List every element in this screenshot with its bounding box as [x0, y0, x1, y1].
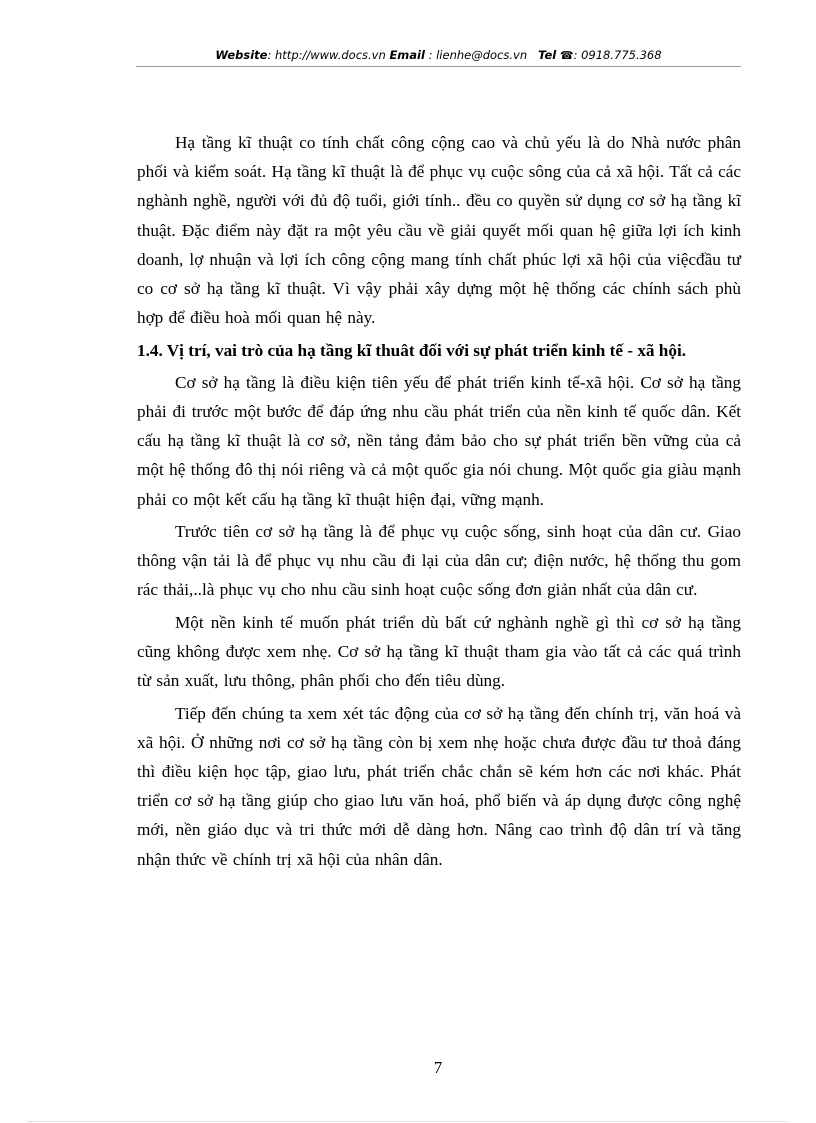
paragraph-2: Cơ sở hạ tầng là điều kiện tiên yếu để phát triển kinh tế-xã hội. Cơ sở hạ tầng phải đi trước một bước để đáp ứng nhu cầu phát triển của nền kinh tế quốc dân. Kết cấu hạ tầng kĩ thuật là cơ sở, nền tảng đảm bảo cho sự phát triển bền vững của cả một hệ thống đô thị nói riêng và cả một quốc gia nói chung. Một quốc gia giàu mạnh phải co một kết cấu hạ tầng kĩ thuật hiện đại, vững mạnh.: [137, 372, 741, 509]
section-heading: 1.4. Vị trí, vai trò của hạ tầng kĩ thuât đối với sự phát triển kinh tế - xã hội.: [137, 340, 687, 360]
page-bottom-border: [28, 1121, 788, 1122]
phone-icon: ☎: [559, 49, 574, 62]
header-divider: [136, 66, 741, 67]
document-body: [137, 128, 741, 874]
website-label: Website: [215, 48, 268, 62]
email-label: Email: [389, 48, 425, 62]
website-url[interactable]: : http://www.docs.vn: [267, 48, 386, 62]
email-address[interactable]: : lienhe@docs.vn: [424, 48, 528, 62]
page-number: 7: [433, 1058, 443, 1077]
paragraph-3: Trước tiên cơ sở hạ tầng là để phục vụ cuộc sống, sinh hoạt của dân cư. Giao thông vận tải là để phục vụ nhu cầu đi lại của dân cư; điện nước, hệ thống thu gom rác thải,..là phục vụ cho nhu cầu sinh hoạt cuộc sống đơn giản nhất của dân cư.: [137, 522, 741, 600]
paragraph-4: Một nền kinh tế muốn phát triển dù bất cứ nghành nghề gì thì cơ sở hạ tầng cũng không được xem nhẹ. Cơ sở hạ tầng kĩ thuật tham gia vào tất cả các quá trình từ sản xuất, lưu thông, phân phối cho đến tiêu dùng.: [137, 612, 741, 691]
paragraph-1: Hạ tầng kĩ thuật co tính chất công cộng cao và chủ yếu là do Nhà nước phân phối và kiểm soát. Hạ tầng kĩ thuật là để phục vụ cuộc sông của cả xã hội. Tất cả các nghành nghề, người với đủ độ tuổi, giới tính.. đều co quyền sử dụng cơ sở hạ tầng kĩ thuật. Đặc điểm này đặt ra một yêu cầu về giải quyết mối quan hệ giữa lợi ích kinh doanh, lợ nhuận và lợi ích công cộng mang tính chất phúc lợi xã hội của việcđầu tư co cơ sở hạ tầng kĩ thuật. Vì vậy phải xây dựng một hệ thống các chính sách phù hợp để điều hoà mối quan hệ này.: [137, 133, 741, 328]
page-header: [136, 48, 741, 62]
tel-label: Tel: [538, 48, 557, 62]
paragraph-5: Tiếp đến chúng ta xem xét tác động của cơ sở hạ tầng đến chính trị, văn hoá và xã hội. Ở những nơi cơ sở hạ tầng còn bị xem nhẹ hoặc chưa được đầu tư thoả đáng thì điều kiện học tập, giao lưu, phát triển chắc chắn sẽ kém hơn các nơi khác. Phát triển cơ sở hạ tầng giúp cho giao lưu văn hoá, phổ biến và áp dụng được công nghệ mới, nền giáo dục và tri thức mới dễ dàng hơn. Nâng cao trình độ dân trí và tăng nhận thức về chính trị xã hội của nhân dân.: [137, 703, 741, 869]
tel-number: : 0918.775.368: [573, 48, 662, 62]
